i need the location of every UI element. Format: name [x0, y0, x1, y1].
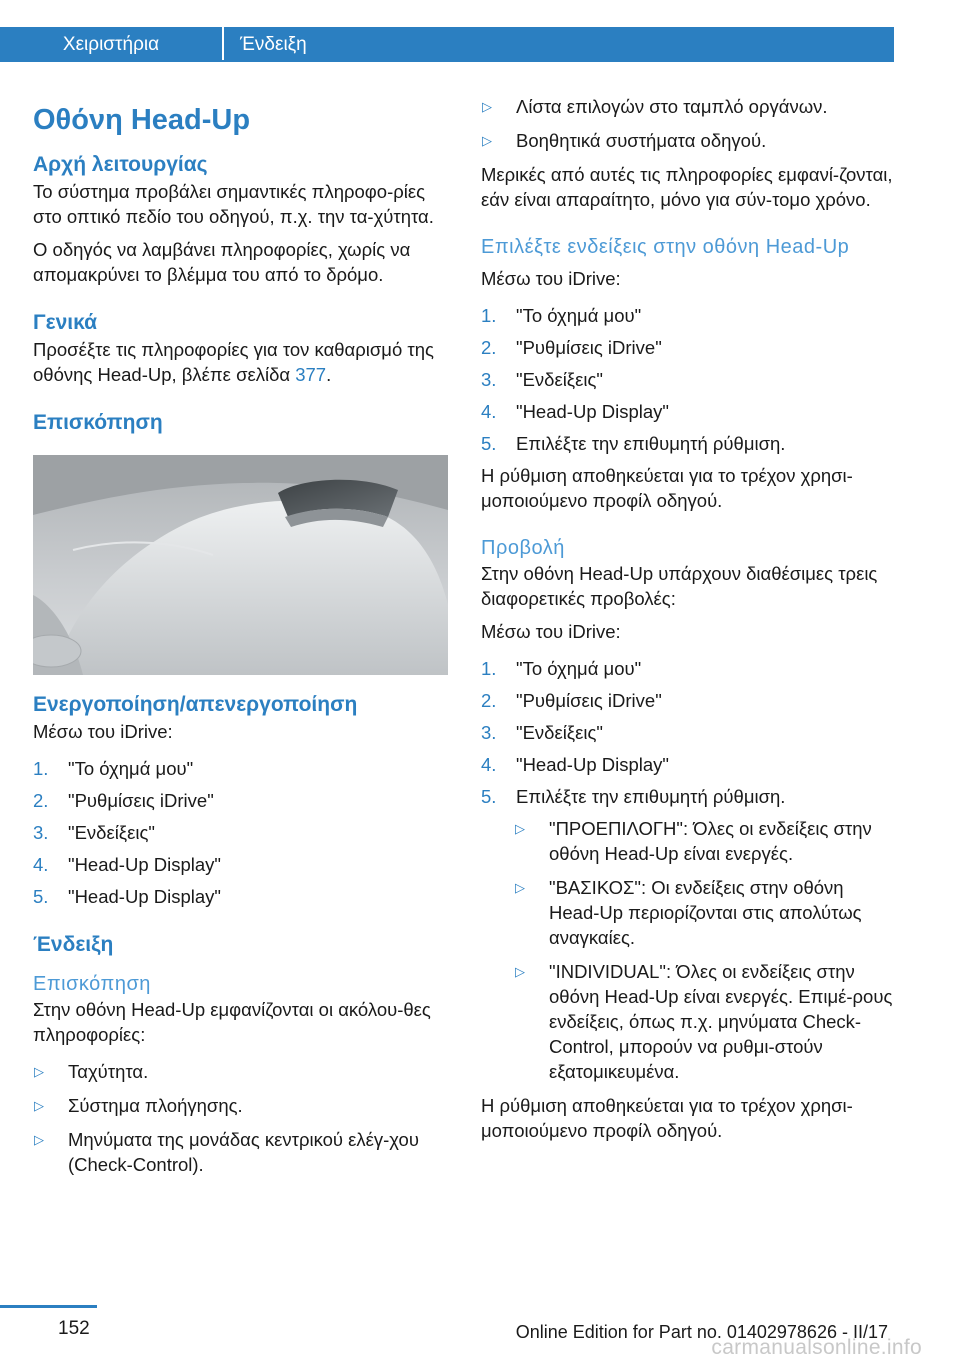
step-text: "Ενδείξεις" [516, 369, 603, 390]
activation-via: Μέσω του iDrive: [33, 721, 173, 742]
step-text: "Ρυθμίσεις iDrive" [516, 337, 662, 358]
left-column [33, 94, 448, 1186]
page-reference-link[interactable]: 377 [295, 364, 327, 385]
step-number: 3. [33, 822, 49, 843]
option-text: "INDIVIDUAL": Όλες οι ενδείξεις στην οθόνη Head-Up είναι ενεργές. Επιμέ-ρους ενδείξεις, όπως π.χ. μηνύματα Check-Control, μπορούν να ρυθμι-στούν εξατομικευμένα. [549, 961, 893, 1082]
view-options-list [481, 816, 893, 1084]
step-number: 4. [481, 401, 497, 422]
bullet-text: Σύστημα πλοήγησης. [68, 1095, 243, 1116]
step-text: "Το όχημά μου" [516, 658, 642, 679]
footer-rule [0, 1305, 97, 1308]
step-text: "Head-Up Display" [516, 754, 669, 775]
step-number: 2. [481, 337, 497, 358]
general-paragraph [33, 337, 448, 387]
principle-paragraph-1: Το σύστημα προβάλει σημαντικές πληροφο-ρίες στο οπτικό πεδίο του οδηγού, π.χ. την τα-χύτητα. [33, 181, 434, 227]
list-item [481, 688, 893, 713]
list-item [481, 656, 893, 681]
step-text: "Ρυθμίσεις iDrive" [68, 790, 214, 811]
list-item [33, 852, 448, 877]
info-note: Μερικές από αυτές τις πληροφορίες εμφανί-ζονται, εάν είναι απαραίτητο, μόνο για σύν-τομο χρόνο. [481, 164, 893, 210]
list-item [481, 816, 893, 866]
list-item [481, 367, 893, 392]
activation-heading: Ενεργοποίηση/απενεργοποίηση [33, 693, 358, 716]
list-item [33, 820, 448, 845]
display-heading: Ένδειξη [33, 933, 114, 956]
activation-steps-list [33, 756, 448, 909]
list-item [33, 788, 448, 813]
option-text: "ΒΑΣΙΚΟΣ": Οι ενδείξεις στην οθόνη Head-Up περιορίζονται στις απολύτως αναγκαίες. [549, 877, 862, 948]
step-number: 5. [33, 886, 49, 907]
tab-display-label: Ένδειξη [240, 34, 307, 55]
step-number: 1. [481, 305, 497, 326]
list-item [481, 399, 893, 424]
list-item [481, 784, 893, 809]
list-item [481, 303, 893, 328]
list-item [33, 1093, 448, 1118]
list-item [481, 335, 893, 360]
select-indications-heading: Επιλέξτε ενδείξεις στην οθόνη Head-Up [481, 236, 850, 258]
list-item [33, 884, 448, 909]
tab-controls[interactable] [0, 27, 222, 62]
list-item [481, 720, 893, 745]
list-item [481, 128, 893, 153]
general-heading: Γενικά [33, 311, 98, 334]
option-text: "ΠΡΟΕΠΙΛΟΓΗ": Όλες οι ενδείξεις στην οθόνη Head-Up είναι ενεργές. [549, 818, 872, 864]
step-number: 5. [481, 433, 497, 454]
view-steps-list [481, 656, 893, 809]
triangle-right-icon: ▷ [34, 1064, 44, 1079]
triangle-right-icon: ▷ [515, 821, 525, 836]
display-intro: Στην οθόνη Head-Up εμφανίζονται οι ακόλου-θες πληροφορίες: [33, 999, 431, 1045]
triangle-right-icon: ▷ [515, 880, 525, 895]
display-info-list [33, 1059, 448, 1177]
principle-heading: Αρχή λειτουργίας [33, 153, 208, 176]
triangle-right-icon: ▷ [482, 133, 492, 148]
bullet-text: Ταχύτητα. [68, 1061, 149, 1082]
select-saved-note: Η ρύθμιση αποθηκεύεται για το τρέχον χρησι-μοποιούμενο προφίλ οδηγού. [481, 465, 853, 511]
step-text: "Το όχημά μου" [516, 305, 642, 326]
right-column [481, 94, 893, 1143]
list-item [33, 1059, 448, 1084]
head-up-display-photo [33, 455, 448, 675]
triangle-right-icon: ▷ [34, 1098, 44, 1113]
step-number: 1. [481, 658, 497, 679]
list-item [481, 431, 893, 456]
step-number: 4. [481, 754, 497, 775]
watermark-text: carmanualsonline.info [711, 1336, 922, 1359]
triangle-right-icon: ▷ [515, 964, 525, 979]
step-text: "Ενδείξεις" [516, 722, 603, 743]
list-item [481, 875, 893, 950]
general-text: Προσέξτε τις πληροφορίες για τον καθαρισμό της οθόνης Head-Up, βλέπε σελίδα [33, 339, 434, 385]
step-text: "Ενδείξεις" [68, 822, 155, 843]
view-heading: Προβολή [481, 537, 565, 559]
list-item [481, 752, 893, 777]
list-item [481, 959, 893, 1084]
general-text-end: . [326, 364, 332, 385]
step-number: 5. [481, 786, 497, 807]
step-number: 3. [481, 722, 497, 743]
tab-controls-label: Χειριστήρια [62, 34, 160, 55]
step-number: 2. [33, 790, 49, 811]
list-item [481, 94, 893, 119]
select-steps-list [481, 303, 893, 456]
triangle-right-icon: ▷ [482, 99, 492, 114]
step-number: 4. [33, 854, 49, 875]
display-overview-subheading: Επισκόπηση [33, 973, 151, 995]
view-saved-note: Η ρύθμιση αποθηκεύεται για το τρέχον χρησι-μοποιούμενο προφίλ οδηγού. [481, 1095, 853, 1141]
step-text: "Head-Up Display" [516, 401, 669, 422]
step-number: 1. [33, 758, 49, 779]
select-via: Μέσω του iDrive: [481, 268, 621, 289]
triangle-right-icon: ▷ [34, 1132, 44, 1147]
overview-heading: Επισκόπηση [33, 411, 163, 434]
list-item [33, 1127, 448, 1177]
view-via: Μέσω του iDrive: [481, 621, 621, 642]
step-text: Επιλέξτε την επιθυμητή ρύθμιση. [516, 786, 786, 807]
step-text: "Ρυθμίσεις iDrive" [516, 690, 662, 711]
bullet-text: Λίστα επιλογών στο ταμπλό οργάνων. [516, 96, 828, 117]
chapter-header [0, 0, 960, 62]
step-text: "Head-Up Display" [68, 854, 221, 875]
list-item [33, 756, 448, 781]
page-number: 152 [58, 1318, 90, 1339]
step-number: 3. [481, 369, 497, 390]
principle-paragraph-2: Ο οδηγός να λαμβάνει πληροφορίες, χωρίς να απομακρύνει το βλέμμα του από το δρόμο. [33, 239, 411, 285]
step-text: "Head-Up Display" [68, 886, 221, 907]
step-text: "Το όχημά μου" [68, 758, 194, 779]
tab-display[interactable] [224, 27, 894, 62]
bullet-text: Μηνύματα της μονάδας κεντρικού ελέγ-χου (Check-Control). [68, 1129, 419, 1175]
step-text: Επιλέξτε την επιθυμητή ρύθμιση. [516, 433, 786, 454]
page-title: Οθόνη Head-Up [33, 104, 251, 136]
view-intro: Στην οθόνη Head-Up υπάρχουν διαθέσιμες τρεις διαφορετικές προβολές: [481, 563, 878, 609]
header-rule [0, 60, 894, 62]
bullet-text: Βοηθητικά συστήματα οδηγού. [516, 130, 767, 151]
edition-label: Online Edition for Part no. 01402978626 - II/17 [515, 1322, 888, 1342]
display-info-list-continued [481, 94, 893, 153]
step-number: 2. [481, 690, 497, 711]
